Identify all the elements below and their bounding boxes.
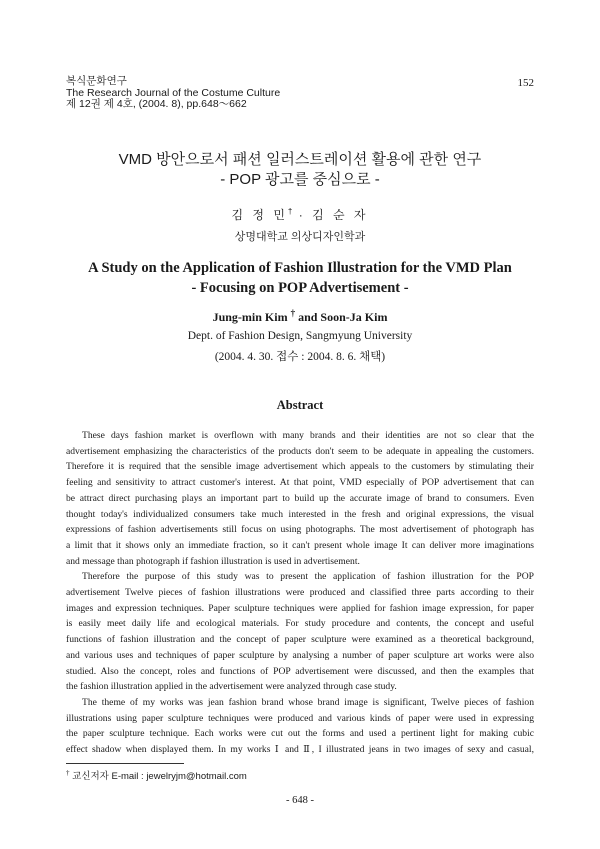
english-title-line1: A Study on the Application of Fashion Illustration for the VMD Plan [88,260,512,276]
journal-info [66,76,280,111]
english-title-line2: - Focusing on POP Advertisement - [191,280,409,296]
korean-author1: 김 정 민 [231,208,288,222]
english-author1: Jung-min Kim [212,310,288,324]
abstract-line: Therefore it is required that the sensible image advertisement which appeals to the customers by stimulating their [66,461,534,473]
abstract-line: functions of fashion illustration and the concept of paper sculpture were examined as a theoretical background, [66,634,534,646]
abstract-line: Therefore the purpose of this study was to present the application of fashion illustration for the POP [82,571,534,583]
footnote-text: 교신저자 E-mail : jewelryjm@hotmail.com [69,771,247,782]
abstract-line: and various uses and techniques of paper sculpture by analysing a number of paper sculpture art works were also [66,649,534,661]
abstract-heading: Abstract [276,398,324,412]
abstract-line: thought today's individualized consumers take much interested in the fresh and original expressions, the visual [66,508,534,520]
abstract-line: effect shadow when displayed them. In my works Ⅰ and Ⅱ, I illustrated jeans in two images of sexy and casual, [66,744,534,756]
abstract-line: images and expression techniques. Paper sculpture techniques were applied for fashion image expression, for paper [66,602,534,614]
received-accepted-dates: (2004. 4. 30. 접수 : 2004. 8. 6. 채택) [214,351,386,363]
abstract-line: The theme of my works was jean fashion brand whose brand image is significant, Twelve pieces of fashion [82,696,534,708]
korean-title-line2: - POP 광고를 중심으로 - [220,171,380,188]
abstract-line: the fashion illustration applied in the advertisement were analyzed through case study. [66,681,397,693]
abstract-line: is easily meet daily life and ecological materials. For study procedure and contents, the concept and useful [66,618,534,630]
korean-affiliation: 상명대학교 의상디자인학과 [234,231,366,243]
english-authors [0,308,600,325]
abstract-line: be attract direct purchasing plays an important part to build up the accurate image of brand to consumers. Even [66,492,534,504]
english-department: Dept. of Fashion Design, Sangmyung University [187,330,413,342]
abstract-line: expressions of fashion advertisements still focus on using photographs. The most advertisement of photograph has [66,524,534,536]
abstract-line: the paper sculpture technique. Each works were cut out the forms and used a pertinent light for making cubic [66,728,534,740]
abstract-line: studied. Also the concept, roles and functions of POP advertisement were discussed, and then the examples that [66,665,534,677]
author-separator: · [298,208,306,222]
english-corresponding-mark: † [290,308,296,318]
footnote-mark: † [66,768,70,777]
english-author2: and Soon-Ja Kim [298,310,388,324]
journal-name-english: The Research Journal of the Costume Culture [66,86,281,99]
corresponding-author-mark: † [287,207,293,216]
footnote [66,768,247,782]
page-number-top: 152 [517,77,534,89]
abstract-line: and message than photograph if fashion illustration is used in advertisement. [66,555,360,567]
abstract-line: feeling and sensitivity to attract customer's interest. At that point, VMD especially of POP advertisement that can [66,477,534,489]
korean-title [0,150,600,190]
journal-name-korean: 복식문화연구 [66,75,127,87]
korean-title-line1: VMD 방안으로서 패션 일러스트레이션 활용에 관한 연구 [118,151,482,168]
abstract-body [66,428,534,758]
page-number-bottom: - 648 - [286,795,314,806]
english-title [0,258,600,298]
abstract-line: advertisement Twelve pieces of fashion illustrations were produced and classified three parts according to their [66,587,534,599]
footnote-rule [66,763,184,764]
abstract-line: advertisement emphasizing the characteristics of the products don't seem to be adequate in appealing the customers. [66,445,534,457]
journal-issue: 제 12권 제 4호, (2004. 8), pp.648～662 [66,98,247,110]
abstract-line: illustrations using paper sculpture techniques were produced and various kinds of paper were used in expressing [66,712,534,724]
korean-authors [0,206,600,223]
abstract-line: These days fashion market is overflown with many brands and their identities are not so clear that the [82,430,534,441]
abstract-line: a limit that it shows only an immediate fraction, so it can't present whole image It can deliver more imaginations [66,539,534,551]
korean-author2: 김 순 자 [312,208,369,222]
